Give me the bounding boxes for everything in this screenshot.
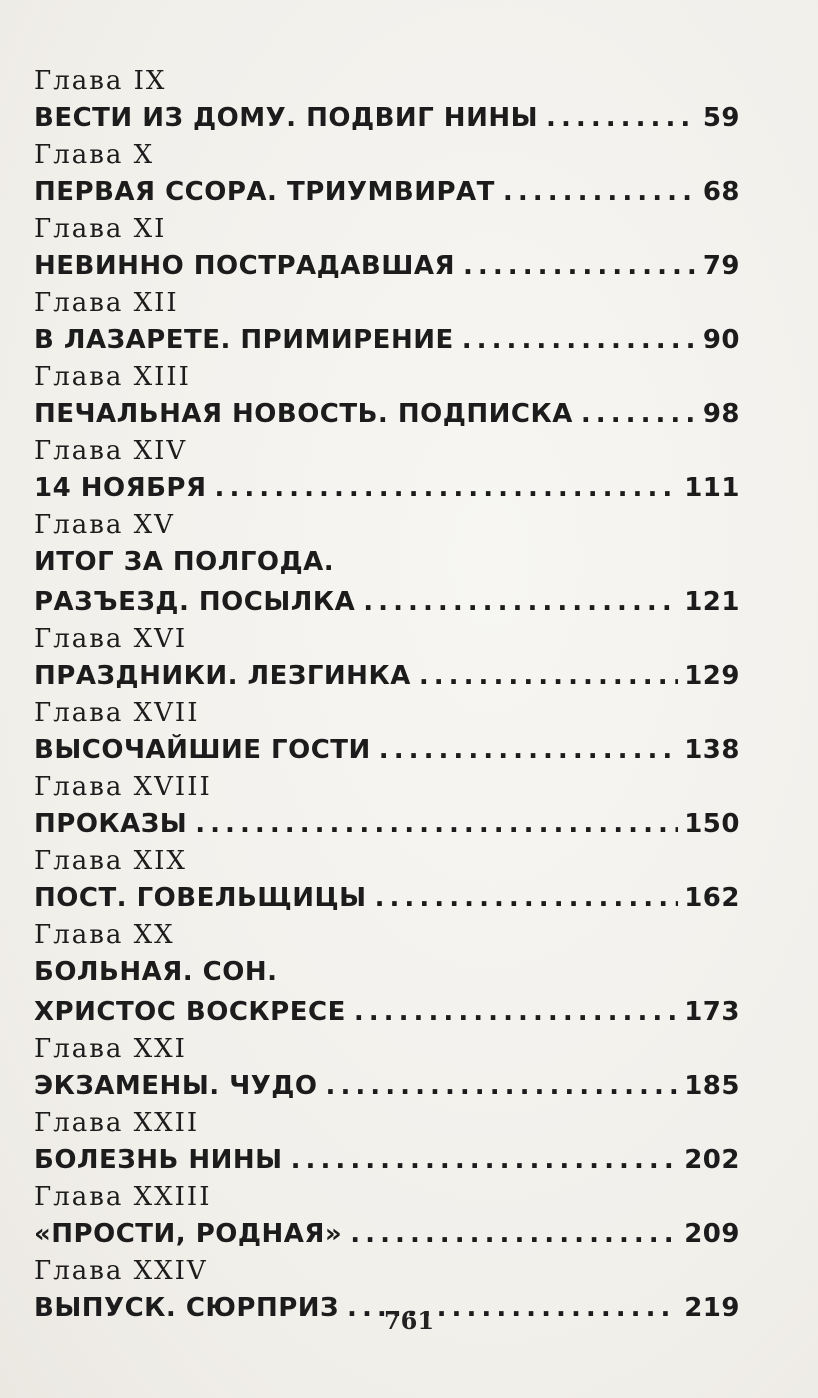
chapter-label: Глава XI — [34, 214, 167, 244]
chapter-title: ХРИСТОС ВОСКРЕСЕ — [34, 997, 346, 1027]
chapter-title: ПРАЗДНИКИ. ЛЕЗГИНКА — [34, 661, 411, 691]
chapter-page-number: 138 — [684, 735, 740, 765]
chapter-page-number: 173 — [684, 997, 740, 1027]
chapter-label: Глава XXIII — [34, 1182, 212, 1212]
toc-entry — [34, 434, 740, 508]
chapter-title: ВЫПУСК. СЮРПРИЗ — [34, 1293, 340, 1323]
toc-entry — [34, 286, 740, 360]
toc-line — [34, 468, 740, 508]
page-number: 761 — [383, 1306, 435, 1335]
dot-leader — [546, 98, 697, 138]
dot-leader — [419, 656, 678, 696]
chapter-label: Глава XII — [34, 288, 179, 318]
chapter-label: Глава XVI — [34, 624, 188, 654]
chapter-page-number: 59 — [702, 103, 740, 133]
chapter-label: Глава XX — [34, 920, 175, 950]
toc-line — [34, 730, 740, 770]
toc-line — [34, 1066, 740, 1106]
chapter-title: НЕВИННО ПОСТРАДАВШАЯ — [34, 251, 455, 281]
chapter-title: ПОСТ. ГОВЕЛЬЩИЦЫ — [34, 883, 367, 913]
toc-entry — [34, 696, 740, 770]
dot-leader — [581, 394, 697, 434]
chapter-page-number: 162 — [684, 883, 740, 913]
chapter-label: Глава XIV — [34, 436, 188, 466]
chapter-page-number: 219 — [684, 1293, 740, 1323]
chapter-page-number: 68 — [702, 177, 740, 207]
chapter-title: ПРОКАЗЫ — [34, 809, 188, 839]
chapter-title: ПЕРВАЯ ССОРА. ТРИУМВИРАТ — [34, 177, 495, 207]
toc-entry — [34, 918, 740, 1032]
chapter-page-number: 79 — [702, 251, 740, 281]
toc-entry — [34, 1032, 740, 1106]
chapter-label: Глава XVII — [34, 698, 200, 728]
chapter-page-number: 185 — [684, 1071, 740, 1101]
dot-leader — [350, 1214, 678, 1254]
toc-entry — [34, 508, 740, 622]
toc-entry — [34, 212, 740, 286]
chapter-label: Глава XXI — [34, 1034, 187, 1064]
chapter-title: РАЗЪЕЗД. ПОСЫЛКА — [34, 587, 356, 617]
dot-leader — [462, 320, 697, 360]
chapter-label: Глава XV — [34, 510, 175, 540]
chapter-title: БОЛЬНАЯ. СОН. — [34, 957, 278, 987]
chapter-page-number: 209 — [684, 1219, 740, 1249]
chapter-title: ЭКЗАМЕНЫ. ЧУДО — [34, 1071, 318, 1101]
toc-entry — [34, 770, 740, 844]
chapter-label: Глава XVIII — [34, 772, 212, 802]
toc-line — [34, 172, 740, 212]
chapter-label: Глава XXII — [34, 1108, 200, 1138]
dot-leader — [354, 992, 678, 1032]
chapter-page-number: 202 — [684, 1145, 740, 1175]
toc-line — [34, 394, 740, 434]
dot-leader — [195, 804, 678, 844]
chapter-page-number: 98 — [702, 399, 740, 429]
chapter-label: Глава XIX — [34, 846, 187, 876]
chapter-page-number: 90 — [702, 325, 740, 355]
chapter-title: ВЫСОЧАЙШИЕ ГОСТИ — [34, 735, 371, 765]
toc-entry — [34, 622, 740, 696]
chapter-label: Глава X — [34, 140, 155, 170]
toc-line — [34, 992, 740, 1032]
chapter-page-number: 150 — [684, 809, 740, 839]
toc-entry — [34, 64, 740, 138]
chapter-title: В ЛАЗАРЕТЕ. ПРИМИРЕНИЕ — [34, 325, 454, 355]
toc-entry — [34, 360, 740, 434]
toc-entry — [34, 844, 740, 918]
toc-entry — [34, 138, 740, 212]
chapter-label: Глава IX — [34, 66, 167, 96]
toc-line — [34, 320, 740, 360]
dot-leader — [503, 172, 697, 212]
toc-line — [34, 804, 740, 844]
toc-line — [34, 582, 740, 622]
dot-leader — [463, 246, 697, 286]
chapter-title: 14 НОЯБРЯ — [34, 473, 207, 503]
chapter-title: ПЕЧАЛЬНАЯ НОВОСТЬ. ПОДПИСКА — [34, 399, 573, 429]
dot-leader — [375, 878, 679, 918]
chapter-title: ИТОГ ЗА ПОЛГОДА. — [34, 547, 335, 577]
toc-line — [34, 246, 740, 286]
dot-leader — [326, 1066, 679, 1106]
toc-line — [34, 1214, 740, 1254]
chapter-title: «ПРОСТИ, РОДНАЯ» — [34, 1219, 343, 1249]
dot-leader — [291, 1140, 679, 1180]
chapter-page-number: 129 — [684, 661, 740, 691]
chapter-title: БОЛЕЗНЬ НИНЫ — [34, 1145, 283, 1175]
toc-line — [34, 878, 740, 918]
dot-leader — [363, 582, 678, 622]
chapter-title: ВЕСТИ ИЗ ДОМУ. ПОДВИГ НИНЫ — [34, 103, 539, 133]
toc-entry — [34, 1106, 740, 1180]
toc-entry — [34, 1180, 740, 1254]
dot-leader — [379, 730, 678, 770]
chapter-label: Глава XXIV — [34, 1256, 208, 1286]
toc-line — [34, 1140, 740, 1180]
toc-line — [34, 98, 740, 138]
toc-line — [34, 656, 740, 696]
dot-leader — [215, 468, 679, 508]
chapter-page-number: 121 — [684, 587, 740, 617]
table-of-contents — [34, 64, 740, 1328]
chapter-page-number: 111 — [684, 473, 740, 503]
chapter-label: Глава XIII — [34, 362, 191, 392]
